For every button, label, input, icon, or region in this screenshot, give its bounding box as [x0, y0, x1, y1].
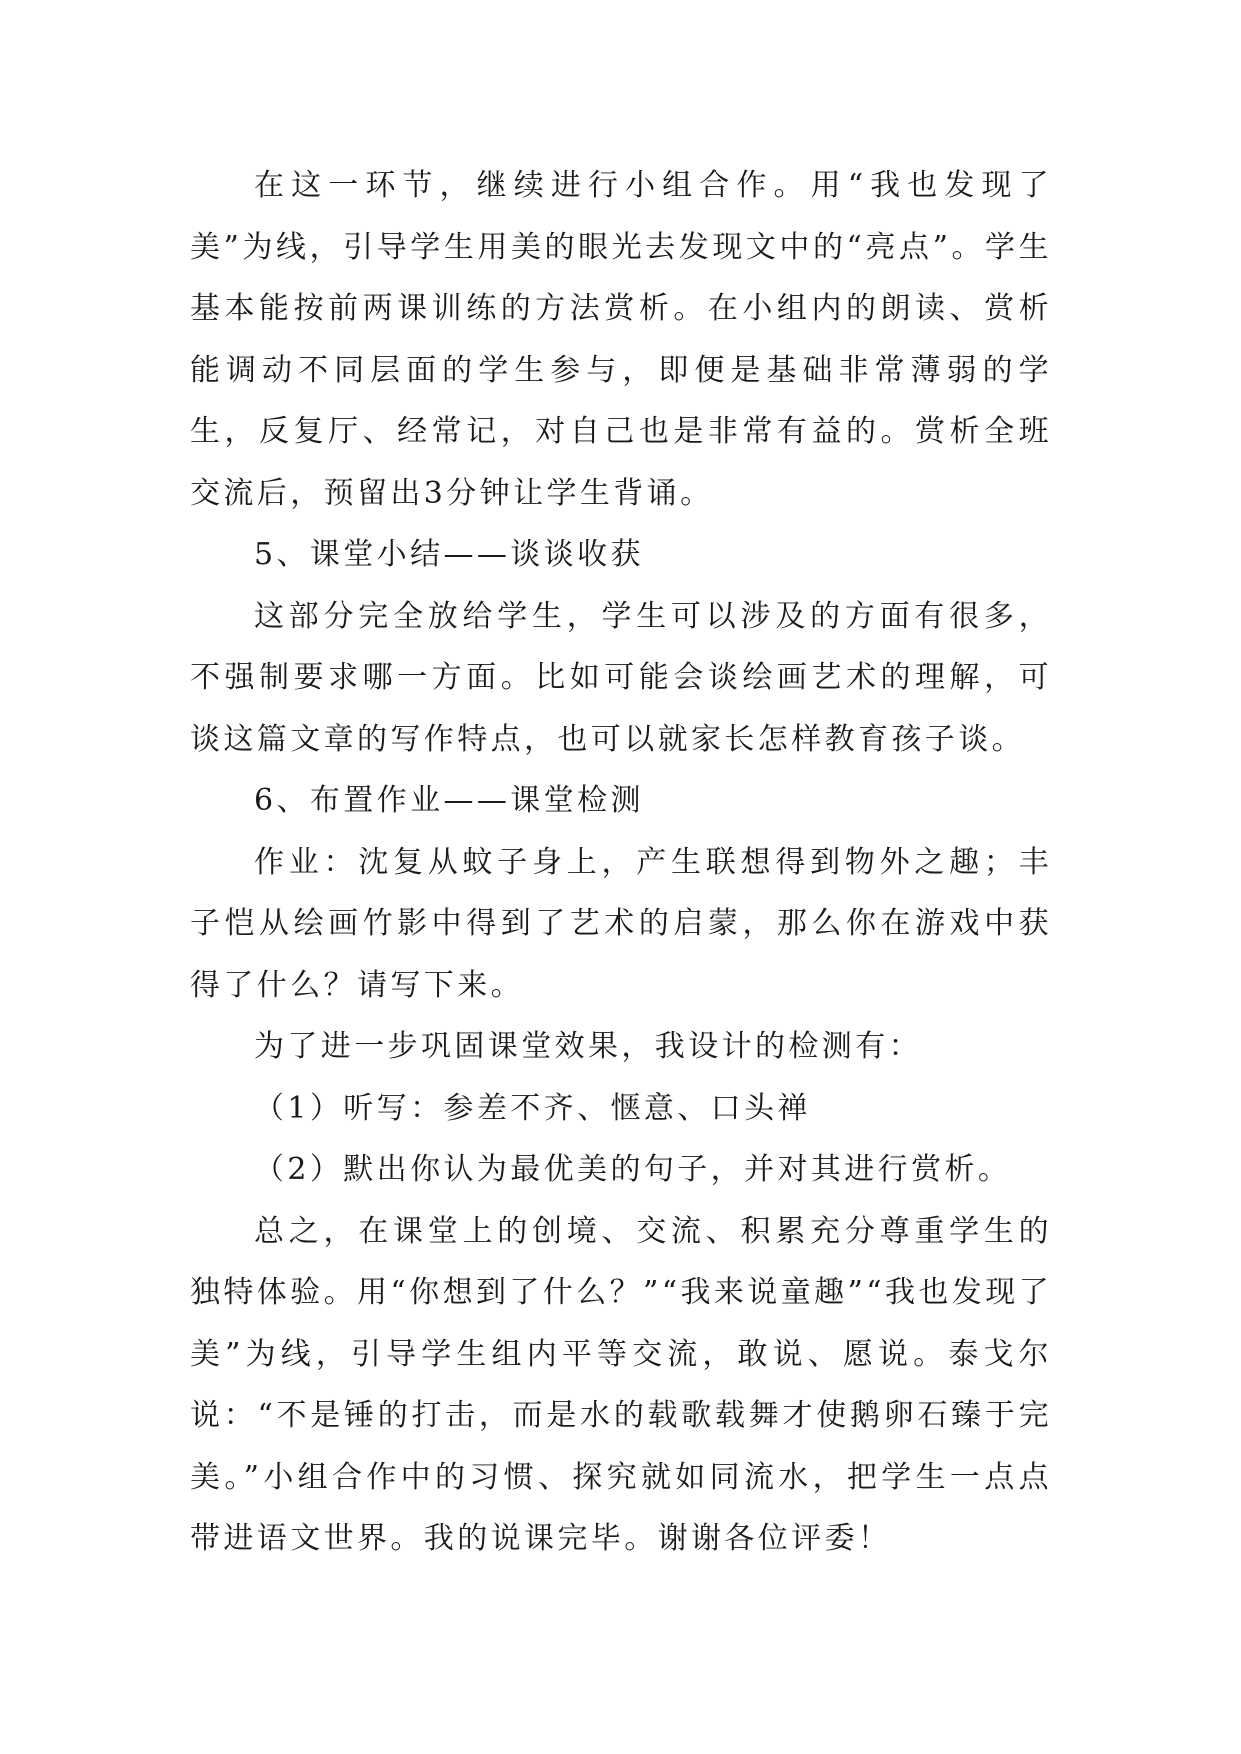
document-body: [190, 155, 1052, 1570]
assessment-item-recite: （2）默出你认为最优美的句子，并对其进行赏析。: [254, 1152, 1012, 1187]
paragraph-summary: 这部分完全放给学生，学生可以涉及的方面有很多，不强制要求哪一方面。比如可能会谈绘画艺术的理解，可谈这篇文章的写作特点，也可以就家长怎样教育孩子谈。: [190, 598, 1052, 757]
section-heading-summary: 5、课堂小结——谈谈收获: [254, 537, 644, 572]
section-heading-homework: 6、布置作业——课堂检测: [254, 783, 644, 818]
paragraph-group-work: 在这一环节，继续进行小组合作。用“我也发现了美”为线，引导学生用美的眼光去发现文中的“亮点”。学生基本能按前两课训练的方法赏析。在小组内的朗读、赏析能调动不同层面的学生参与，即便是基础非常薄弱的学生，反复厅、经常记，对自己也是非常有益的。赏析全班交流后，预留出3分钟让学生背诵。: [190, 168, 1052, 511]
paragraph-conclusion: 总之，在课堂上的创境、交流、积累充分尊重学生的独特体验。用“你想到了什么？”“我来说童趣”“我也发现了美”为线，引导学生组内平等交流，敢说、愿说。泰戈尔说：“不是锤的打击，而是水的载歌载舞才使鹅卵石臻于完美。”小组合作中的习惯、探究就如同流水，把学生一点点带进语文世界。我的说课完毕。谢谢各位评委！: [190, 1213, 1052, 1556]
paragraph-homework: 作业：沈复从蚊子身上，产生联想得到物外之趣；丰子恺从绘画竹影中得到了艺术的启蒙，那么你在游戏中获得了什么？请写下来。: [190, 844, 1052, 1003]
paragraph-assessment-intro: 为了进一步巩固课堂效果，我设计的检测有：: [254, 1029, 922, 1064]
assessment-item-dictation: （1）听写：参差不齐、惬意、口头禅: [254, 1090, 811, 1126]
